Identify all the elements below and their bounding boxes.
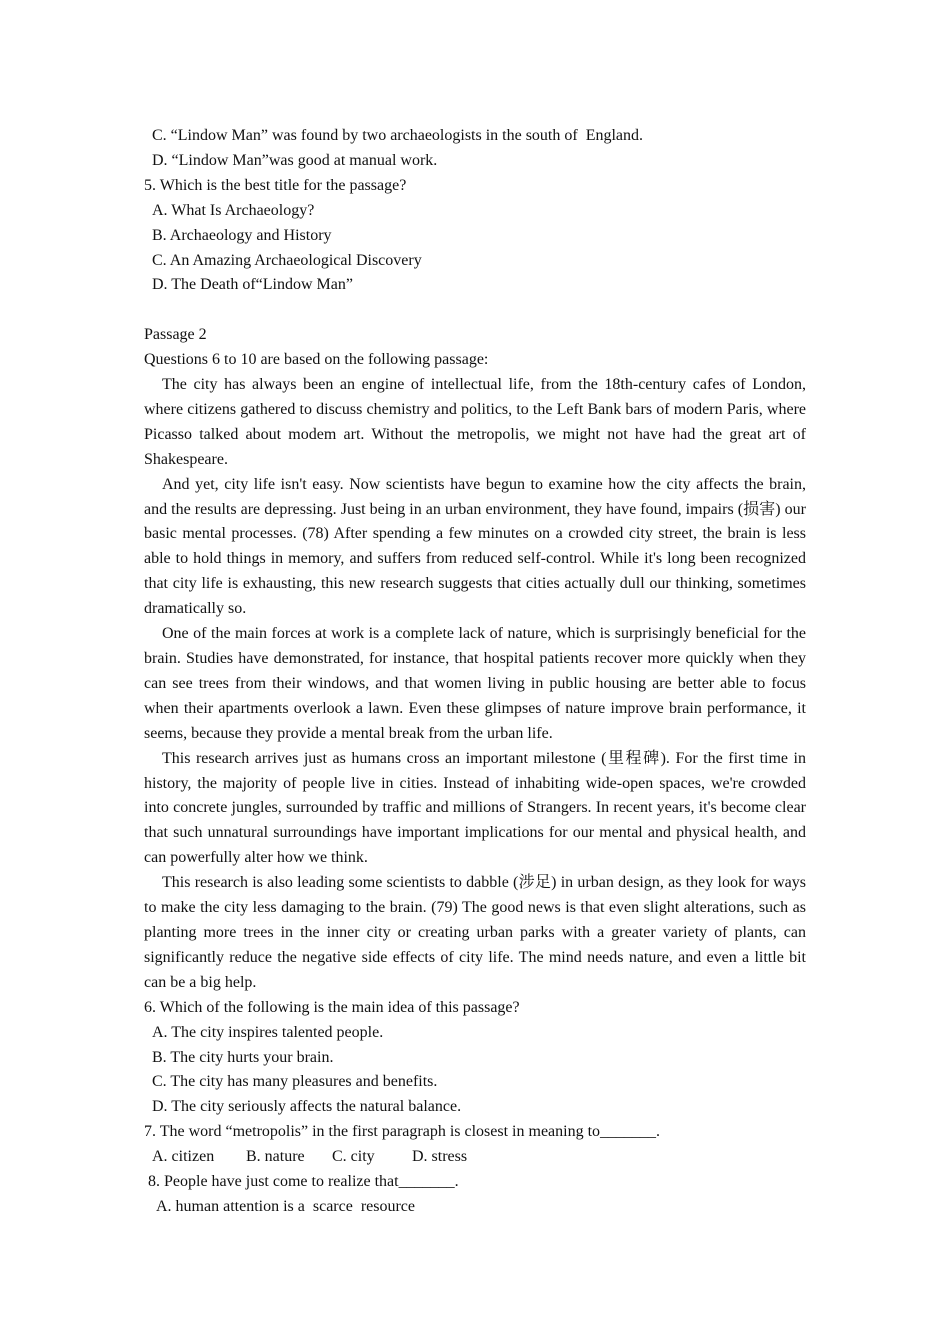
q7-options-row [144,1145,806,1170]
question-8-stem: 8. People have just come to realize that_______. [148,1173,459,1191]
passage-paragraph-4: This research arrives just as humans cross an important milestone (里程碑). For the first time in history, the majority of people live in cities. Instead of inhabiting wide-open spaces, we're crowded into concrete jungles, surrounded by traffic and millions of Strangers. In recent years, it's become clear that such unnatural surroundings have important implications for our mental and physical health, and can powerfully alter how we think. [144,749,806,867]
q6-option-c: C. The city has many pleasures and benefits. [152,1073,438,1091]
prev-option-c: C. “Lindow Man” was found by two archaeologists in the south of England. [152,127,644,144]
q8-option-a: A. human attention is a scarce resource [156,1197,416,1215]
q5-option-c: C. An Amazing Archaeological Discovery [152,251,422,269]
q6-option-d: D. The city seriously affects the natural balance. [152,1098,462,1116]
q5-option-b: B. Archaeology and History [152,226,332,244]
q5-option-a: A. What Is Archaeology? [152,201,315,219]
q7-option-d: D. stress [412,1148,468,1166]
passage-paragraph-5: This research is also leading some scientists to dabble (涉足) in urban design, as they look for ways to make the city less damaging to the brain. (79) The good news is that even slight alterations, such as planting more trees in the inner city or creating urban parks with a greater variety of plants, can significantly reduce the negative side effects of city life. The mind needs nature, and even a little bit can be a big help. [144,874,806,991]
question-5-stem: 5. Which is the best title for the passage? [144,176,407,194]
passage-paragraph-3: One of the main forces at work is a complete lack of nature, which is surprisingly beneficial for the brain. Studies have demonstrated, for instance, that hospital patients recover more quickly when they can see trees from their windows, and that women living in public housing are better able to focus when their apartments overlook a lawn. Even these glimpses of nature improve brain performance, it seems, because they provide a mental break from the urban life. [144,625,806,742]
q5-option-d: D. The Death of“Lindow Man” [152,276,353,294]
q7-option-b: B. nature [246,1148,305,1166]
passage-title: Passage 2 [144,326,207,344]
document-page [144,124,806,1220]
prev-option-d: D. “Lindow Man”was good at manual work. [152,151,438,169]
q7-option-c: C. city [332,1148,375,1166]
passage-paragraph-1: The city has always been an engine of intellectual life, from the 18th-century cafes of London, where citizens gathered to discuss chemistry and politics, to the Left Bank bars of modern Paris, where Picasso talked about modem art. Without the metropolis, we might not have had the great art of Shakespeare. [144,376,806,468]
question-7-stem: 7. The word “metropolis” in the first paragraph is closest in meaning to_______. [144,1123,661,1141]
q6-option-b: B. The city hurts your brain. [152,1048,334,1066]
passage-paragraph-2: And yet, city life isn't easy. Now scientists have begun to examine how the city affects the brain, and the results are depressing. Just being in an urban environment, they have found, impairs (损害) our basic mental processes. (78) After spending a few minutes on a crowded city street, the brain is less able to hold things in memory, and suffers from reduced self-control. While it's long been recognized that city life is exhausting, this new research suggests that cities actually dull our thinking, sometimes dramatically so. [144,475,806,618]
q7-option-a: A. citizen [152,1148,215,1166]
question-6-stem: 6. Which of the following is the main idea of this passage? [144,998,520,1016]
blank-line [144,298,806,323]
passage-intro: Questions 6 to 10 are based on the following passage: [144,351,489,369]
q6-option-a: A. The city inspires talented people. [152,1023,384,1041]
